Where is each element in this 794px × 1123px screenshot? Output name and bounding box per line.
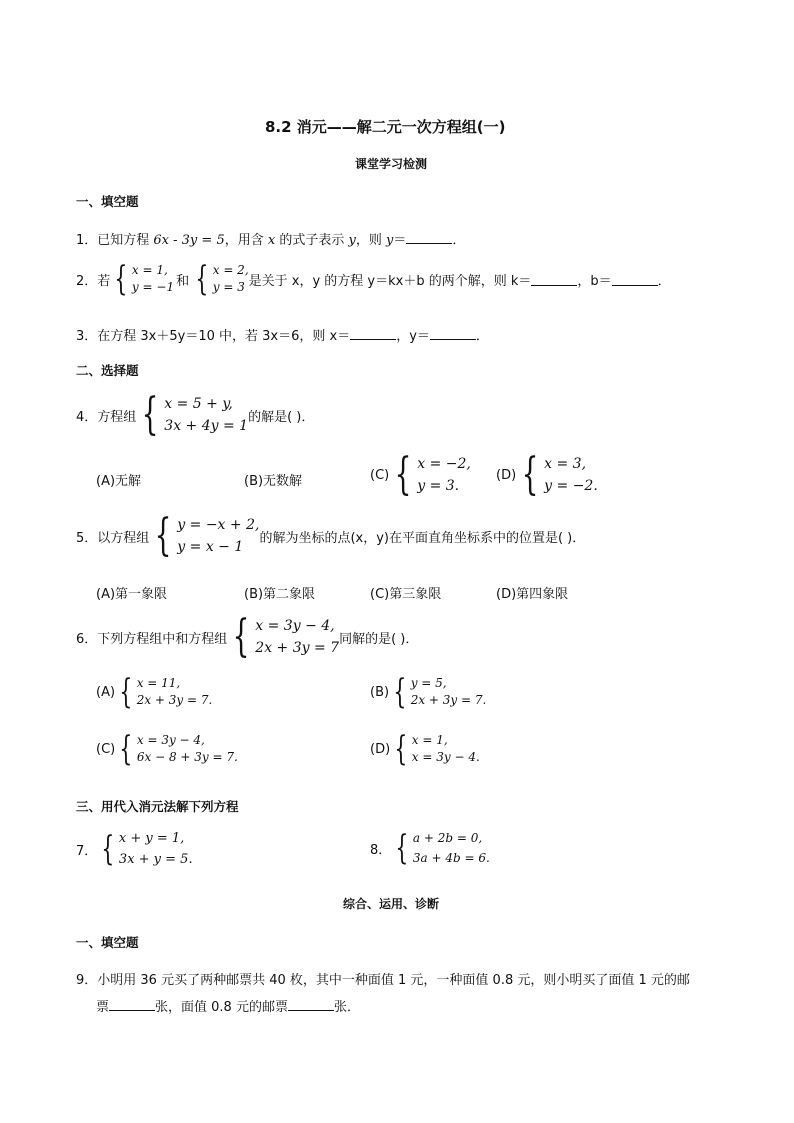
page-title: 8.2 消元——解二元一次方程组(一) — [265, 118, 506, 136]
question-2: 2．若 { x = 1, y = −1 和 { x = 2, y = 3 是关于 x，y 的方程 y＝kx＋b 的两个解，则 k＝ ，b＝ ． — [76, 259, 671, 299]
equation-system: { x = 5 + y, 3x + 4y = 1 — [141, 389, 249, 440]
section-heading-comprehensive: 综合、运用、诊断 — [343, 897, 440, 911]
answer-blank[interactable] — [288, 998, 334, 1011]
equation-system: { x = 2, y = 3 — [195, 259, 249, 299]
answer-blank[interactable] — [612, 273, 658, 286]
question-6: 6．下列方程组中和方程组 { x = 3y − 4, 2x + 3y = 7 同解的是( )． — [76, 611, 419, 662]
question-3: 3．在方程 3x＋5y＝10 中，若 3x＝6，则 x＝ ，y＝ ． — [76, 329, 489, 344]
question-1: 1．已知方程 6x - 3y = 5，用含 x 的式子表示 y，则 y＝ ． — [76, 233, 466, 248]
option-b[interactable]: (B) { y = 5, 2x + 3y = 7. — [370, 672, 487, 712]
answer-blank[interactable] — [350, 327, 396, 340]
option-b[interactable]: (B)第二象限 — [244, 587, 316, 602]
option-c[interactable]: (C)第三象限 — [370, 587, 442, 602]
option-c[interactable]: (C) { x = 3y − 4, 6x − 8 + 3y = 7. — [96, 729, 238, 769]
subtitle: 课堂学习检测 — [355, 157, 428, 171]
section-substitution: 三、用代入消元法解下列方程 — [76, 799, 239, 814]
question-7: 7． { x + y = 1, 3x + y = 5. — [76, 829, 193, 869]
question-5: 5．以方程组 { y = −x + 2, y = x − 1 的解为坐标的点(x，y)在平面直角坐标系中的位置是( )． — [76, 510, 586, 561]
equation-system: { y = −x + 2, y = x − 1 — [154, 510, 260, 561]
option-a[interactable]: (A)第一象限 — [96, 587, 168, 602]
option-d[interactable]: (D)第四象限 — [496, 587, 569, 602]
question-9: 9．小明用 36 元买了两种邮票共 40 枚，其中一种面值 1 元，一种面值 0.8 元，则小明买了面值 1 元的邮 — [76, 973, 690, 988]
equation-system: { x = 1, y = −1 — [114, 259, 175, 299]
section-fill-blank: 一、填空题 — [76, 194, 139, 209]
answer-blank[interactable] — [406, 231, 452, 244]
answer-blank[interactable] — [531, 273, 577, 286]
section-fill-blank-2: 一、填空题 — [76, 935, 139, 950]
option-d[interactable]: (D) { x = 3, y = −2. — [496, 449, 598, 500]
answer-blank[interactable] — [430, 327, 476, 340]
option-a[interactable]: (A) { x = 11, 2x + 3y = 7. — [96, 672, 213, 712]
question-8: 8． { a + 2b = 0, 3a + 4b = 6. — [370, 828, 490, 868]
answer-blank[interactable] — [109, 998, 155, 1011]
question-4: 4．方程组 { x = 5 + y, 3x + 4y = 1 的解是( )． — [76, 389, 315, 440]
option-b[interactable]: (B)无数解 — [244, 474, 303, 489]
question-9-line-2: 票 张，面值 0.8 元的邮票 张． — [96, 1000, 360, 1015]
option-d[interactable]: (D) { x = 1, x = 3y − 4. — [370, 729, 480, 769]
equation-system: { x = 3y − 4, 2x + 3y = 7 — [232, 611, 340, 662]
option-a[interactable]: (A)无解 — [96, 474, 142, 489]
option-c[interactable]: (C) { x = −2, y = 3. — [370, 449, 471, 500]
section-choice: 二、选择题 — [76, 363, 139, 378]
